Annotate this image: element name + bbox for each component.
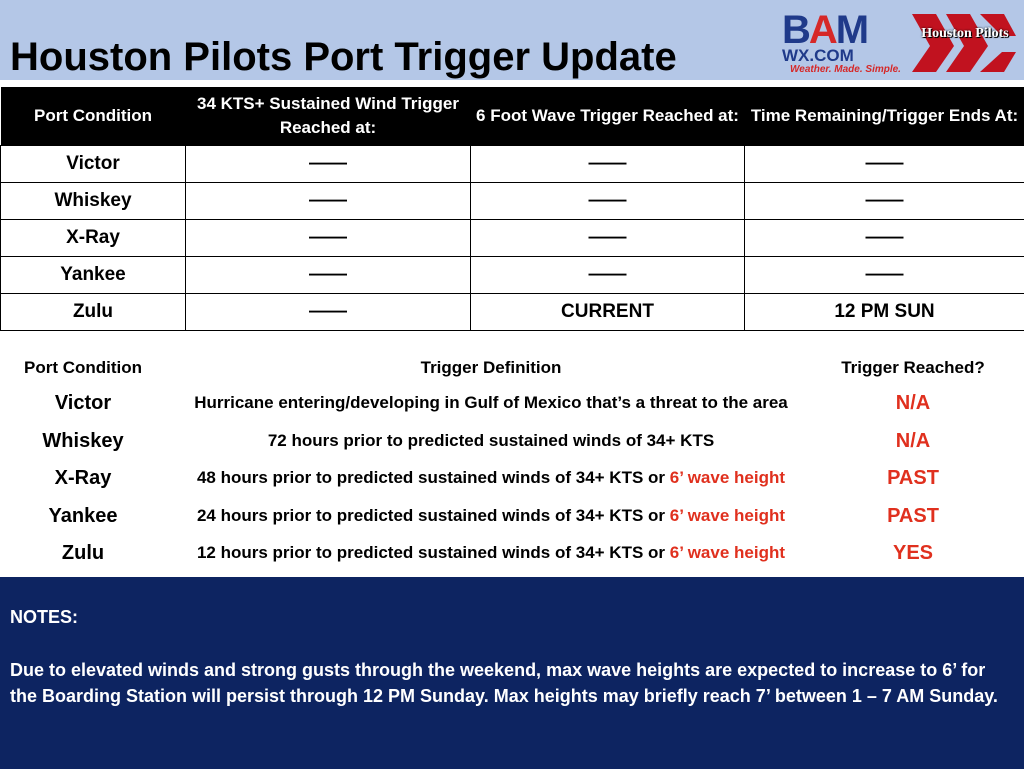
header-time-remaining: Time Remaining/Trigger Ends At:: [745, 87, 1024, 146]
bam-logo-slogan: Weather. Made. Simple.: [790, 64, 901, 75]
row-wave: ——: [471, 220, 745, 257]
row-condition: Whiskey: [1, 183, 186, 220]
row-time: ——: [745, 183, 1024, 220]
page-title: Houston Pilots Port Trigger Update: [10, 35, 677, 79]
header-wind-trigger: 34 KTS+ Sustained Wind Trigger Reached at:: [186, 87, 471, 146]
bam-logo-domain: WX.COM: [782, 46, 854, 65]
table-row: [1, 146, 1024, 183]
def-header-condition: Port Condition: [23, 358, 143, 377]
row-condition: Zulu: [1, 294, 186, 331]
row-wind: ——: [186, 257, 471, 294]
def-definition: 48 hours prior to predicted sustained winds of 34+ KTS or 6’ wave height: [196, 468, 786, 487]
row-time: ——: [745, 146, 1024, 183]
table-row: [1, 294, 1024, 331]
def-condition: Zulu: [61, 542, 105, 564]
table-row: [1, 183, 1024, 220]
row-wind: ——: [186, 146, 471, 183]
notes-body: Due to elevated winds and strong gusts through the weekend, max wave heights are expected to increase to 6’ for the Boarding Station will persist through 12 PM Sunday. Max heights may briefly reach 7’ between 1 – 7 AM Sunday.: [10, 660, 998, 706]
row-time: ——: [745, 257, 1024, 294]
row-wave: ——: [471, 183, 745, 220]
row-wave: ——: [471, 257, 745, 294]
def-reached: N/A: [895, 430, 931, 452]
def-condition: X-Ray: [54, 467, 112, 489]
def-condition: Whiskey: [42, 430, 124, 452]
row-condition: Yankee: [1, 257, 186, 294]
def-reached: PAST: [887, 505, 939, 527]
def-reached: N/A: [895, 392, 931, 414]
table-row: [1, 220, 1024, 257]
row-time: ——: [745, 220, 1024, 257]
row-wind: ——: [186, 220, 471, 257]
table-header-row: [1, 87, 1024, 146]
bam-wx-logo: [782, 6, 904, 76]
row-condition: Victor: [1, 146, 186, 183]
notes-title: NOTES:: [10, 607, 79, 627]
def-reached: YES: [892, 542, 934, 564]
notes-panel: [0, 577, 1024, 769]
row-wave: ——: [471, 146, 745, 183]
row-wave: CURRENT: [471, 294, 745, 331]
def-reached: PAST: [887, 467, 939, 489]
houston-pilots-logo-text: Houston Pilots: [921, 26, 1009, 41]
def-header-reached: Trigger Reached?: [841, 358, 985, 377]
header-band: [0, 0, 1024, 80]
def-definition: 72 hours prior to predicted sustained winds of 34+ KTS: [267, 431, 715, 450]
header-port-condition: Port Condition: [1, 87, 186, 146]
def-definition: 24 hours prior to predicted sustained winds of 34+ KTS or 6’ wave height: [196, 506, 786, 525]
row-wind: ——: [186, 294, 471, 331]
row-wind: ——: [186, 183, 471, 220]
def-definition: Hurricane entering/developing in Gulf of Mexico that’s a threat to the area: [194, 393, 788, 412]
table-row: [1, 257, 1024, 294]
def-condition: Yankee: [48, 505, 118, 527]
header-divider: [0, 80, 1024, 84]
def-definition: 12 hours prior to predicted sustained winds of 34+ KTS or 6’ wave height: [196, 543, 786, 562]
trigger-status-table: [0, 87, 1024, 331]
row-time: 12 PM SUN: [745, 294, 1024, 331]
header-wave-trigger: 6 Foot Wave Trigger Reached at:: [471, 87, 745, 146]
row-condition: X-Ray: [1, 220, 186, 257]
bam-logo-letters: BAM: [782, 8, 868, 52]
houston-pilots-logo-icon: [906, 6, 1018, 78]
def-header-definition: Trigger Definition: [420, 358, 562, 377]
def-condition: Victor: [54, 392, 112, 414]
